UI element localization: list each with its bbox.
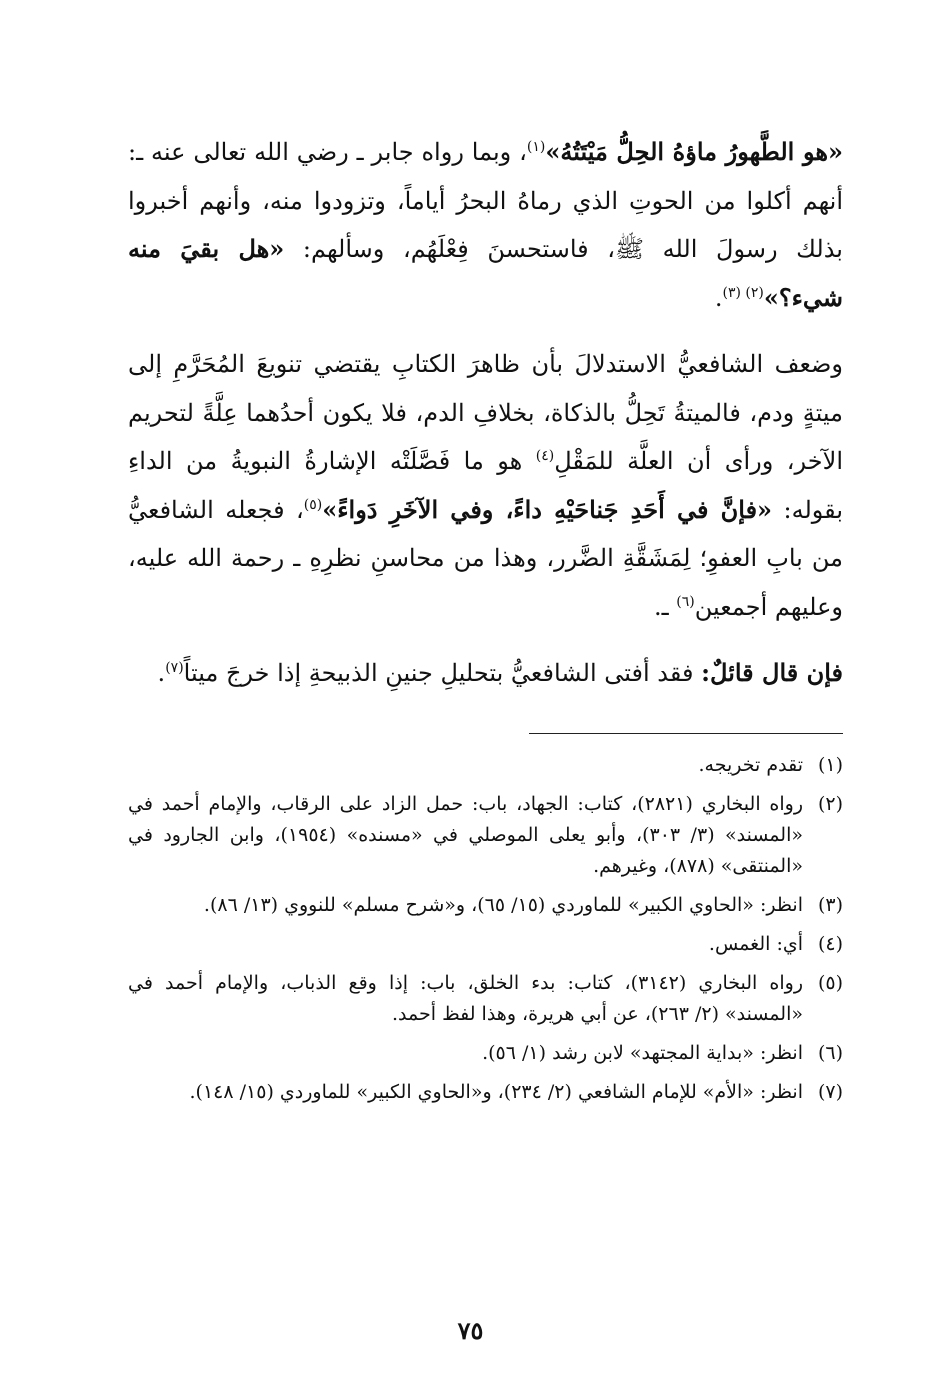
paragraph-1-text: ، وبما رواه جابر ـ رضي الله تعالى عنه ـ: أنهم أكلوا من الحوتِ الذي رماهُ البحرُ أياماً، وتزودوا منه، وأنهم أخبروا بذلك رسولَ الله ﷺ، فاستحسنَ فِعْلَهُم، وسألهم: <box>128 138 843 263</box>
footnote-5 <box>128 968 843 1030</box>
footnote-ref-7[interactable]: (٧) <box>165 660 184 676</box>
footnote-text: رواه البخاري (٢٨٢١)، كتاب: الجهاد، باب: حمل الزاد على الرقاب، والإمام أحمد في «المسند» (٣/ ٣٠٣)، وأبو يعلى الموصلي في «مسنده» (١٩٥٤)، وابن الجارود في «المنتقى» (٨٧٨)، وغيرهم. <box>128 792 803 877</box>
footnote-number: (٣) <box>817 893 843 916</box>
paragraph-2-text-2: هو ما فَصَّلَتْه الإشارةُ النبويةُ من الداءِ بقوله: <box>128 447 843 524</box>
footnote-text: انظر: «الأم» للإمام الشافعي (٢/ ٢٣٤)، و«الحاوي الكبير» للماوردي (١٥/ ١٤٨). <box>189 1080 803 1103</box>
footnote-number: (٤) <box>817 932 843 955</box>
footnote-text: تقدم تخريجه. <box>698 753 803 776</box>
page-number: ٧٥ <box>457 1316 484 1345</box>
paragraph-3-text: فقد أفتى الشافعيُّ بتحليلِ جنينِ الذبيحةِ إذا خرجَ ميتاً <box>183 659 702 687</box>
footnote-text: انظر: «بداية المجتهد» لابن رشد (١/ ٥٦). <box>482 1041 803 1064</box>
footnote-ref-6[interactable]: (٦) <box>676 593 695 610</box>
objection-lead: فإن قال قائلٌ: <box>701 658 843 687</box>
footnote-number: (٥) <box>817 971 843 994</box>
footnote-7 <box>128 1077 843 1108</box>
paragraph-1-end: . <box>714 283 723 312</box>
footnotes <box>128 750 843 1108</box>
hadith-quote: «هو الطَّهورُ ماؤهُ الحِلُّ مَيْتَتُهُ» <box>545 137 844 166</box>
footnote-6 <box>128 1038 843 1069</box>
paragraph-2-text-1: وضعف الشافعيُّ الاستدلالَ بأن ظاهرَ الكتابِ يقتضي تنويعَ المُحَرَّمِ إلى ميتةٍ ودم، فالميتةُ تَحِلُّ بالذكاة، بخلافِ الدم، فلا يكون أحدُهما عِلَّةً لتحريم الآخر، ورأى أن العلَّة للمَقْلِ <box>128 350 843 475</box>
footnote-text: انظر: «الحاوي الكبير» للماوردي (١٥/ ٦٥)، و«شرح مسلم» للنووي (١٣/ ٨٦). <box>203 893 803 916</box>
footnote-number: (٦) <box>817 1041 843 1064</box>
paragraph-1 <box>128 128 843 322</box>
footnote-number: (١) <box>817 753 843 776</box>
footnote-divider <box>529 733 843 734</box>
hadith-quote-2: «هل بقيَ منه شيء؟» <box>128 234 843 312</box>
paragraph-2-text-3: ، فجعله الشافعيُّ من بابِ العفوِ؛ لِمَشَقَّةِ الضَّرر، وهذا من محاسنِ نظرِهِ ـ رحمة الله عليه، وعليهم أجمعين <box>128 495 843 621</box>
footnote-ref-2-3[interactable]: (٢) (٣) <box>722 284 764 301</box>
hadith-quote-3: «فإنَّ في أَحَدِ جَناحَيْهِ داءً، وفي الآخَرِ دَواءً» <box>322 494 773 524</box>
footnote-ref-5[interactable]: (٥) <box>303 496 323 513</box>
page-content <box>128 128 843 1116</box>
paragraph-2-end: ـ. <box>654 592 677 621</box>
footnote-ref-1[interactable]: (١) <box>526 139 546 155</box>
paragraph-3-end: . <box>157 659 166 687</box>
footnote-text: أي: الغمس. <box>708 932 803 955</box>
footnote-3 <box>128 890 843 921</box>
footnote-number: (٢) <box>817 792 843 815</box>
paragraph-3 <box>128 649 843 698</box>
footnote-2 <box>128 789 843 882</box>
footnote-1 <box>128 750 843 781</box>
paragraph-2 <box>128 340 843 631</box>
footnote-number: (٧) <box>817 1080 843 1103</box>
footnote-ref-4[interactable]: (٤) <box>535 448 555 464</box>
footnote-text: رواه البخاري (٣١٤٢)، كتاب: بدء الخلق، باب: إذا وقع الذباب، والإمام أحمد في «المسند» (٢/ ٢٦٣)، عن أبي هريرة، وهذا لفظ أحمد. <box>128 971 803 1025</box>
footnote-4 <box>128 929 843 960</box>
